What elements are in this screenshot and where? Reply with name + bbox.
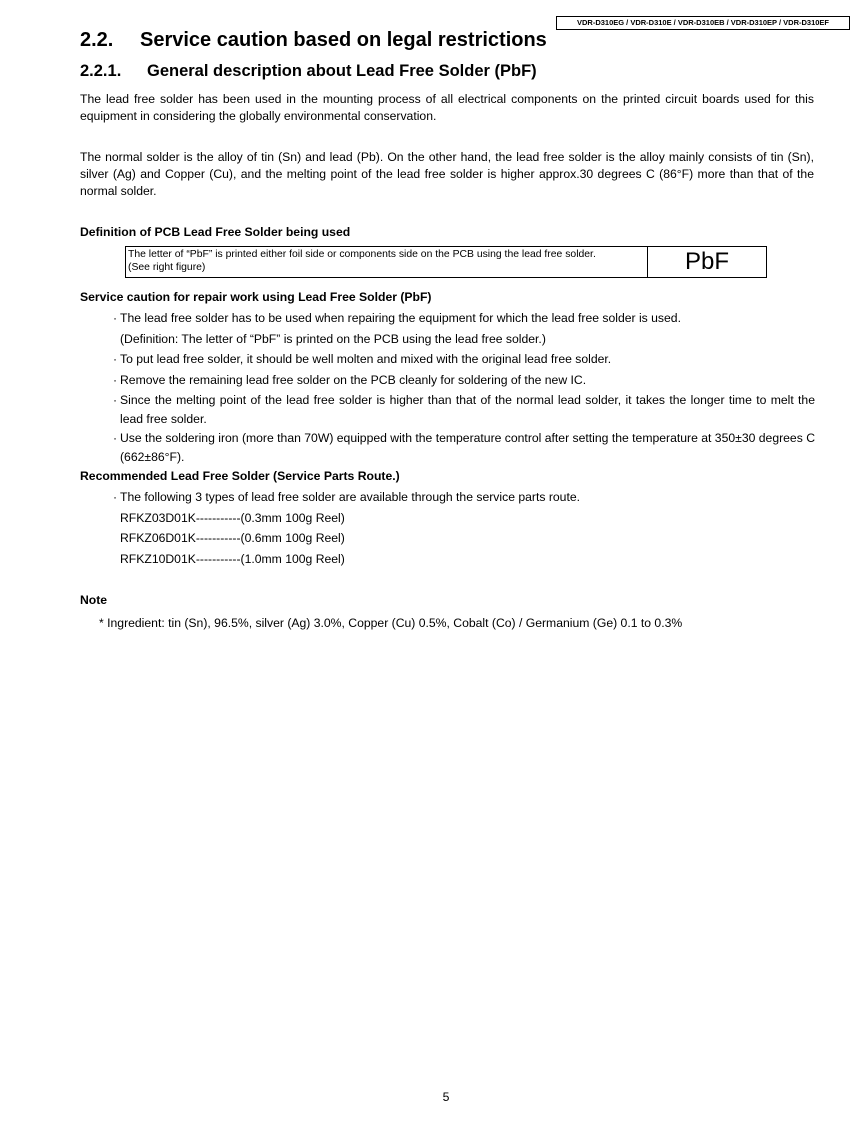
bullet-dot: · [113, 311, 118, 325]
subsection-heading [80, 62, 537, 81]
pbf-definition-table [125, 246, 767, 278]
caution-item [113, 350, 815, 369]
bullet-dot: · [113, 393, 118, 407]
bullet-dot: · [113, 352, 118, 366]
caution-item-text: Since the melting point of the lead free solder is higher than that of the normal lead solder, it takes the longer time to melt the lead free solder. [120, 393, 815, 426]
pbf-mark: PbF [684, 248, 729, 275]
section-heading [80, 29, 547, 52]
recommended-heading: Recommended Lead Free Solder (Service Parts Route.) [80, 469, 400, 483]
model-numbers-header: VDR-D310EG / VDR-D310E / VDR-D310EB / VDR-D310EP / VDR-D310EF [556, 16, 850, 30]
section-title: Service caution based on legal restrictions [140, 29, 547, 51]
caution-item-text: The lead free solder has to be used when repairing the equipment for which the lead free solder is used. [120, 311, 681, 325]
pbf-definition-text [126, 247, 648, 277]
intro-paragraph-1: The lead free solder has been used in the mounting process of all electrical components on the printed circuit boards used for this equipment in considering the globally environmental conservation. [80, 92, 814, 123]
recommended-intro-text: The following 3 types of lead free solder are available through the service parts route. [120, 490, 581, 504]
caution-item [113, 429, 815, 467]
pbf-definition-line-2: (See right figure) [128, 262, 206, 273]
note-text: * Ingredient: tin (Sn), 96.5%, silver (Ag) 3.0%, Copper (Cu) 0.5%, Cobalt (Co) / Germanium (Ge) 0.1 to 0.3% [99, 616, 683, 630]
intro-paragraph-2: The normal solder is the alloy of tin (Sn) and lead (Pb). On the other hand, the lead free solder is the alloy mainly consists of tin (Sn), silver (Ag) and Copper (Cu), and the melting point of the lead free solder is higher approx.30 degrees C (86°F) more than that of the normal solder. [80, 150, 814, 198]
pbf-definition-line-1: The letter of “PbF” is printed either foil side or components side on the PCB using the lead free solder. [128, 249, 596, 260]
page-number: 5 [442, 1090, 450, 1104]
section-number: 2.2. [80, 29, 114, 51]
part-number-item: RFKZ03D01K-----------(0.3mm 100g Reel) [120, 511, 345, 525]
caution-definition-note: (Definition: The letter of “PbF” is printed on the PCB using the lead free solder.) [120, 332, 546, 346]
caution-item [113, 371, 815, 390]
part-number-item: RFKZ10D01K-----------(1.0mm 100g Reel) [120, 552, 345, 566]
caution-heading: Service caution for repair work using Lead Free Solder (PbF) [80, 290, 432, 304]
bullet-dot: · [113, 373, 118, 387]
subsection-title: General description about Lead Free Solder (PbF) [147, 62, 537, 80]
caution-item-text: Use the soldering iron (more than 70W) equipped with the temperature control after setting the temperature at 350±30 degrees C (662±86°F). [120, 431, 815, 464]
bullet-dot: · [113, 431, 118, 445]
bullet-dot: · [113, 490, 118, 504]
subsection-number: 2.2.1. [80, 62, 122, 80]
note-heading: Note [80, 593, 108, 607]
caution-item-text: To put lead free solder, it should be well molten and mixed with the original lead free solder. [120, 352, 612, 366]
caution-item [113, 391, 815, 429]
definition-heading: Definition of PCB Lead Free Solder being used [80, 225, 351, 239]
caution-item-text: Remove the remaining lead free solder on the PCB cleanly for soldering of the new IC. [120, 373, 587, 387]
caution-item [113, 309, 815, 328]
part-number-item: RFKZ06D01K-----------(0.6mm 100g Reel) [120, 531, 345, 545]
recommended-intro [113, 488, 815, 507]
